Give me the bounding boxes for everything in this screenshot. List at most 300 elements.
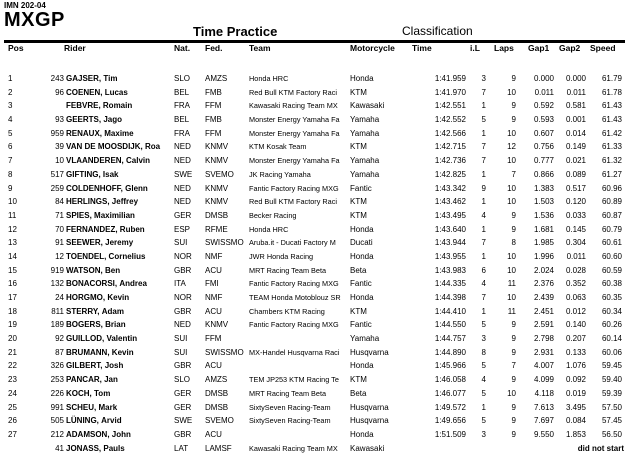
table-row (0, 113, 630, 127)
gap2-cell: 0.517 (565, 183, 586, 193)
speed-cell: 60.14 (601, 334, 622, 344)
pos-cell: 11 (8, 210, 17, 220)
col-time: Time (412, 43, 432, 53)
number-cell: 505 (50, 416, 64, 426)
col-team: Team (249, 43, 271, 53)
speed-cell: 60.87 (601, 210, 622, 220)
col-speed: Speed (590, 43, 616, 53)
il-cell: 3 (481, 429, 486, 439)
time-cell: 1:46.077 (434, 388, 466, 398)
rider-cell (66, 428, 174, 442)
rider-last-name: TOENDEL, (66, 251, 107, 261)
col-il: i.L (470, 43, 480, 53)
gap1-cell: 1.681 (533, 224, 554, 234)
laps-cell: 9 (511, 320, 516, 330)
number-cell: 41 (55, 443, 64, 453)
gap2-cell: 0.001 (565, 115, 586, 125)
time-cell: 1:42.736 (434, 156, 466, 166)
speed-cell: 61.78 (601, 87, 622, 97)
il-cell: 7 (481, 87, 486, 97)
il-cell: 4 (481, 375, 486, 385)
gap2-cell: 0.352 (565, 279, 586, 289)
number-cell: 84 (55, 197, 64, 207)
rider-first-name: Kevin (111, 347, 134, 357)
speed-cell: 61.27 (601, 169, 622, 179)
rider-first-name: Tim (103, 74, 118, 83)
motorcycle-cell: Yamaha (350, 334, 380, 344)
speed-cell: 59.39 (601, 388, 622, 398)
time-cell: 1:42.552 (434, 115, 466, 125)
nat-cell: GER (174, 402, 192, 412)
col-fed: Fed. (205, 43, 223, 53)
gap2-cell: 0.145 (565, 224, 586, 234)
gap1-cell: 7.613 (533, 402, 554, 412)
il-cell: 1 (481, 251, 486, 261)
gap1-cell: 2.024 (533, 265, 554, 275)
fed-cell: SVEMO (205, 416, 234, 426)
number-cell: 259 (50, 183, 64, 193)
nat-cell: ITA (174, 279, 186, 289)
rider-cell (66, 72, 174, 86)
rider-cell (66, 277, 174, 291)
rider-first-name: Andrea (119, 279, 147, 289)
fed-cell: FFM (205, 101, 222, 111)
fed-cell: AMZS (205, 74, 228, 83)
rider-last-name: HERLINGS, (66, 197, 110, 207)
gap1-cell: 0.011 (534, 87, 554, 97)
table-row (0, 182, 630, 196)
rider-last-name: STERRY, (66, 306, 100, 316)
rider-first-name: Calvin (126, 156, 151, 166)
table-row (0, 277, 630, 291)
rider-last-name: GIFTING, (66, 169, 101, 179)
pos-cell: 7 (8, 156, 13, 166)
motorcycle-cell: Husqvarna (350, 347, 389, 357)
number-cell: 189 (50, 320, 64, 330)
speed-cell: 61.79 (601, 74, 622, 83)
rider-cell (66, 346, 174, 360)
il-cell: 3 (481, 74, 486, 83)
gap2-cell: 0.011 (566, 251, 586, 261)
fed-cell: ACU (205, 265, 222, 275)
rider-cell (66, 318, 174, 332)
motorcycle-cell: Honda (350, 361, 374, 371)
time-cell: 1:43.495 (434, 210, 466, 220)
team-cell: TEAM Honda Motoblouz SR (249, 293, 341, 302)
laps-cell: 9 (511, 402, 516, 412)
pos-cell: 12 (8, 224, 17, 234)
number-cell: 24 (55, 293, 64, 302)
team-cell: MX-Handel Husqvarna Raci (249, 347, 340, 357)
motorcycle-cell: Yamaha (350, 115, 380, 125)
gap2-cell: 0.063 (565, 293, 586, 302)
laps-cell: 10 (507, 197, 516, 207)
gap2-cell: 0.149 (565, 142, 586, 152)
rider-cell (66, 127, 174, 141)
rider-last-name: GUILLOD, (66, 334, 105, 344)
time-cell: 1:44.335 (434, 279, 466, 289)
laps-cell: 9 (511, 115, 516, 125)
speed-cell: 60.35 (601, 293, 622, 302)
number-cell: 91 (55, 238, 64, 248)
time-cell: 1:49.572 (434, 402, 466, 412)
fed-cell: SWISSMO (205, 347, 244, 357)
pos-cell: 16 (8, 279, 17, 289)
rider-cell (66, 86, 174, 100)
laps-cell: 11 (507, 279, 516, 289)
speed-cell: 60.06 (601, 347, 622, 357)
rider-cell (66, 401, 174, 415)
speed-cell: 60.26 (601, 320, 622, 330)
time-cell: 1:43.342 (434, 183, 466, 193)
il-cell: 8 (481, 347, 486, 357)
fed-cell: KNMV (205, 197, 229, 207)
laps-cell: 7 (511, 169, 516, 179)
motorcycle-cell: KTM (350, 210, 367, 220)
number-cell: 253 (50, 375, 64, 385)
pos-cell: 9 (8, 183, 13, 193)
il-cell: 5 (481, 361, 486, 371)
gap2-cell: 0.089 (565, 169, 586, 179)
table-row (0, 195, 630, 209)
rider-first-name: Brian (105, 320, 126, 330)
motorcycle-cell: Beta (350, 265, 367, 275)
col-motorcycle: Motorcycle (350, 43, 395, 53)
team-cell: Fantic Factory Racing MXG (249, 279, 339, 289)
time-cell: 1:42.825 (434, 169, 466, 179)
gap2-cell: 1.076 (565, 361, 586, 371)
gap2-cell: 0.304 (565, 238, 586, 248)
speed-cell: 61.33 (601, 142, 622, 152)
fed-cell: FFM (205, 334, 222, 344)
rider-cell (66, 442, 174, 456)
rider-cell (66, 223, 174, 237)
gap1-cell: 0.777 (533, 156, 554, 166)
team-cell: Chambers KTM Racing (249, 306, 325, 316)
nat-cell: BEL (174, 115, 190, 125)
gap2-cell: 0.021 (565, 156, 586, 166)
nat-cell: SLO (174, 74, 191, 83)
gap1-cell: 1.985 (533, 238, 554, 248)
number-cell: 991 (50, 402, 64, 412)
pos-cell: 23 (8, 375, 17, 385)
il-cell: 1 (481, 197, 486, 207)
rider-last-name: BRUMANN, (66, 347, 110, 357)
rider-last-name: WATSON, (66, 265, 103, 275)
motorcycle-cell: KTM (350, 375, 367, 385)
team-cell: Monster Energy Yamaha Fa (249, 128, 340, 138)
team-cell: Becker Racing (249, 210, 297, 220)
speed-cell: 60.38 (601, 279, 622, 289)
il-cell: 7 (481, 238, 486, 248)
motorcycle-cell: Husqvarna (350, 402, 389, 412)
time-cell: 1:43.944 (434, 238, 466, 248)
il-cell: 1 (481, 402, 486, 412)
rider-first-name: Josh (104, 361, 124, 371)
fed-cell: NMF (205, 251, 223, 261)
number-cell: 12 (55, 251, 64, 261)
nat-cell: SWE (174, 169, 193, 179)
nat-cell: SLO (174, 375, 191, 385)
fed-cell: KNMV (205, 142, 229, 152)
speed-cell: 61.42 (601, 128, 622, 138)
fed-cell: AMZS (205, 375, 228, 385)
speed-cell: 56.50 (601, 429, 622, 439)
nat-cell: NED (174, 320, 191, 330)
motorcycle-cell: KTM (350, 197, 367, 207)
gap1-cell: 4.099 (533, 375, 554, 385)
gap2-cell: 0.207 (565, 334, 586, 344)
gap1-cell: 0.756 (533, 142, 554, 152)
col-nat: Nat. (174, 43, 191, 53)
team-cell: Aruba.it - Ducati Factory M (249, 238, 336, 248)
gap1-cell: 2.931 (533, 347, 554, 357)
table-row (0, 168, 630, 182)
pos-cell: 21 (8, 347, 17, 357)
gap2-cell: 3.495 (565, 402, 586, 412)
fed-cell: DMSB (205, 210, 229, 220)
rider-first-name: Ben (104, 265, 121, 275)
rider-cell (66, 250, 174, 264)
rider-first-name: Arvid (101, 416, 122, 426)
rider-last-name: FEBVRE, (66, 101, 101, 111)
pos-cell: 19 (8, 320, 17, 330)
table-row (0, 140, 630, 154)
time-cell: 1:49.656 (434, 416, 466, 426)
fed-cell: FFM (205, 128, 222, 138)
rider-last-name: GEERTS, (66, 115, 102, 125)
motorcycle-cell: Fantic (350, 320, 372, 330)
gap1-cell: 7.697 (533, 416, 554, 426)
rider-last-name: HORGMO, (66, 293, 106, 302)
rider-last-name: SCHEU, (66, 402, 97, 412)
table-row (0, 401, 630, 415)
rider-first-name: Glenn (125, 183, 148, 193)
laps-cell: 10 (507, 293, 516, 302)
gap1-cell: 2.376 (533, 279, 554, 289)
number-cell: 919 (50, 265, 64, 275)
time-cell: 1:45.966 (434, 361, 466, 371)
gap2-cell: 0.000 (565, 74, 586, 83)
motorcycle-cell: Yamaha (350, 156, 380, 166)
motorcycle-cell: Honda (350, 224, 374, 234)
team-cell: KTM Kosak Team (249, 142, 307, 152)
classification-table (0, 72, 630, 455)
table-row (0, 442, 630, 456)
number-cell: 70 (55, 224, 64, 234)
team-cell: Honda HRC (249, 224, 289, 234)
pos-cell: 18 (8, 306, 17, 316)
laps-cell: 9 (511, 334, 516, 344)
time-cell: 1:43.983 (434, 265, 466, 275)
rider-first-name: Valentin (106, 334, 138, 344)
table-row (0, 72, 630, 86)
table-row (0, 346, 630, 360)
laps-cell: 10 (507, 265, 516, 275)
team-cell: MRT Racing Team Beta (249, 388, 327, 398)
nat-cell: SUI (174, 334, 188, 344)
pos-cell: 14 (8, 251, 17, 261)
il-cell: 1 (481, 306, 486, 316)
fed-cell: KNMV (205, 183, 229, 193)
number-cell: 326 (50, 361, 64, 371)
rider-last-name: GILBERT, (66, 361, 103, 371)
rider-last-name: PANCAR, (66, 375, 102, 385)
il-cell: 6 (481, 265, 486, 275)
motorcycle-cell: Honda (350, 429, 374, 439)
rider-last-name: SEEWER, (66, 238, 103, 248)
rider-cell (66, 209, 174, 223)
laps-cell: 10 (507, 87, 516, 97)
rider-first-name: Tom (94, 388, 111, 398)
pos-cell: 4 (8, 115, 13, 125)
motorcycle-cell: Fantic (350, 183, 372, 193)
speed-cell: 60.59 (601, 265, 622, 275)
table-row (0, 223, 630, 237)
speed-cell: 60.79 (601, 224, 622, 234)
pos-cell: 5 (8, 128, 13, 138)
rider-last-name: FERNANDEZ, (66, 224, 118, 234)
gap1-cell: 0.607 (533, 128, 554, 138)
time-cell: 1:44.410 (434, 306, 466, 316)
il-cell: 4 (481, 210, 486, 220)
time-cell: 1:42.715 (434, 142, 466, 152)
event-code: IMN 202-04 (4, 1, 46, 10)
il-cell: 7 (481, 142, 486, 152)
pos-cell: 6 (8, 142, 13, 152)
laps-cell: 9 (511, 74, 516, 83)
laps-cell: 9 (511, 429, 516, 439)
nat-cell: GER (174, 210, 192, 220)
time-cell: 1:41.959 (434, 74, 466, 83)
col-gap1: Gap1 (528, 43, 550, 53)
number-cell: 959 (50, 128, 64, 138)
gap2-cell: 0.120 (565, 197, 586, 207)
speed-cell: 61.43 (601, 115, 622, 125)
gap1-cell: 0.866 (533, 169, 554, 179)
speed-cell: 61.32 (601, 156, 622, 166)
rider-cell (66, 154, 174, 168)
gap1-cell: 1.503 (533, 197, 554, 207)
rider-cell (66, 99, 174, 113)
laps-cell: 9 (511, 347, 516, 357)
rider-last-name: KOCH, (66, 388, 92, 398)
table-row (0, 332, 630, 346)
motorcycle-cell: Honda (350, 251, 374, 261)
nat-cell: NOR (174, 293, 192, 302)
col-rider: Rider (64, 43, 86, 53)
il-cell: 4 (481, 279, 486, 289)
rider-first-name: Maximilian (94, 210, 135, 220)
il-cell: 5 (481, 388, 486, 398)
pos-cell: 26 (8, 416, 17, 426)
nat-cell: NED (174, 156, 191, 166)
laps-cell: 10 (507, 156, 516, 166)
pos-cell: 24 (8, 388, 17, 398)
rider-first-name: Kevin (107, 293, 130, 302)
il-cell: 7 (481, 293, 486, 302)
laps-cell: 10 (507, 128, 516, 138)
nat-cell: NED (174, 183, 191, 193)
table-row (0, 387, 630, 401)
pos-cell: 13 (8, 238, 17, 248)
laps-cell: 11 (507, 306, 516, 316)
series-title: MXGP (4, 9, 65, 31)
gap1-cell: 1.536 (533, 210, 554, 220)
team-cell: SixtySeven Racing-Team (249, 416, 331, 426)
nat-cell: GER (174, 388, 192, 398)
speed-cell: 60.89 (601, 197, 622, 207)
laps-cell: 9 (511, 224, 516, 234)
table-row (0, 264, 630, 278)
time-cell: 1:43.955 (434, 251, 466, 261)
rider-first-name: Roa (144, 142, 161, 152)
fed-cell: ACU (205, 361, 222, 371)
gap1-cell: 2.591 (533, 320, 554, 330)
speed-cell: 57.45 (601, 416, 622, 426)
rider-cell (66, 195, 174, 209)
fed-cell: NMF (205, 293, 223, 302)
rider-last-name: JONASS, (66, 443, 102, 453)
gap1-cell: 0.592 (533, 101, 554, 111)
speed-cell: 60.60 (601, 251, 622, 261)
time-cell: 1:44.890 (434, 347, 466, 357)
rider-first-name: Isak (102, 169, 119, 179)
table-row (0, 414, 630, 428)
motorcycle-cell: KTM (350, 306, 367, 316)
fed-cell: SWISSMO (205, 238, 244, 248)
team-cell: Honda HRC (249, 74, 289, 83)
nat-cell: FRA (174, 128, 190, 138)
number-cell: 811 (51, 306, 64, 316)
motorcycle-cell: Yamaha (350, 128, 380, 138)
rider-cell (66, 414, 174, 428)
laps-cell: 10 (507, 183, 516, 193)
team-cell: Monster Energy Yamaha Fa (249, 156, 340, 166)
team-cell: TEM JP253 KTM Racing Te (249, 375, 339, 385)
number-cell: 96 (55, 87, 64, 97)
pos-cell: 27 (8, 429, 17, 439)
motorcycle-cell: Honda (350, 293, 374, 302)
table-row (0, 428, 630, 442)
team-cell: Fantic Factory Racing MXG (249, 320, 339, 330)
nat-cell: ESP (174, 224, 191, 234)
speed-cell: 60.34 (601, 306, 622, 316)
rider-last-name: COENEN, (66, 87, 103, 97)
rider-first-name: Jeffrey (111, 197, 139, 207)
time-cell: 1:42.566 (434, 128, 466, 138)
gap2-cell: 0.019 (565, 388, 586, 398)
number-cell: 132 (50, 279, 64, 289)
il-cell: 1 (481, 169, 486, 179)
fed-cell: KNMV (205, 320, 229, 330)
motorcycle-cell: KTM (350, 142, 367, 152)
fed-cell: ACU (205, 429, 222, 439)
motorcycle-cell: Fantic (350, 279, 372, 289)
gap1-cell: 4.007 (533, 361, 554, 371)
rider-cell (66, 305, 174, 319)
pos-cell: 2 (8, 87, 13, 97)
rider-last-name: GAJSER, (66, 74, 102, 83)
time-cell: 1:43.640 (434, 224, 466, 234)
col-laps: Laps (494, 43, 514, 53)
time-cell: 1:44.550 (434, 320, 466, 330)
document-type: Classification (402, 24, 473, 38)
status-cell: did not start (577, 443, 624, 453)
team-cell: Monster Energy Yamaha Fa (249, 115, 340, 125)
table-row (0, 127, 630, 141)
table-row (0, 318, 630, 332)
